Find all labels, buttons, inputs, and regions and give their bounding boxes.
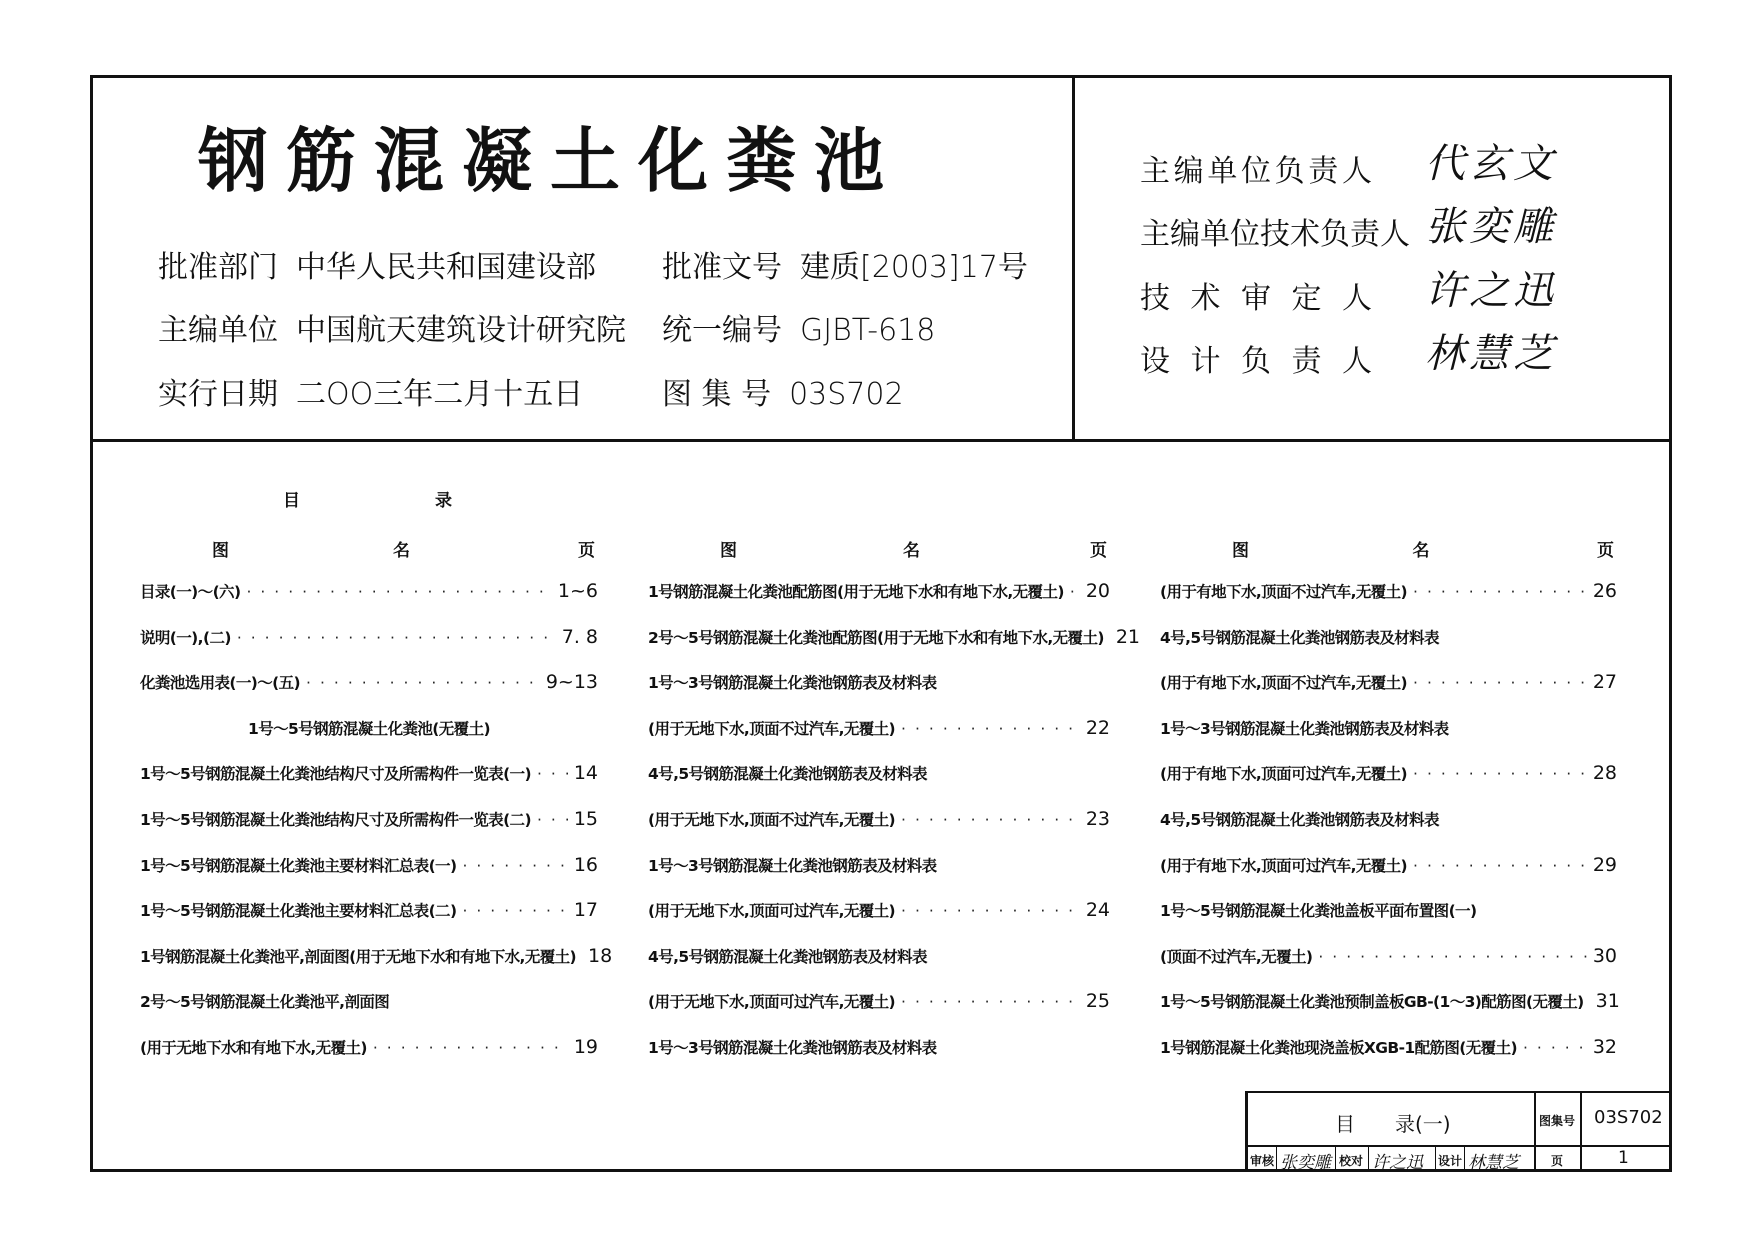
role-label-char: 人 (1341, 154, 1372, 189)
col-header-page: 页 (578, 541, 595, 561)
dot-leader (373, 1039, 568, 1057)
dot-leader (306, 674, 540, 692)
toc-entry[interactable] (140, 580, 598, 602)
entry-title: 4号,5号钢筋混凝土化粪池钢筋表及材料表 (648, 947, 927, 966)
toc-entry[interactable] (140, 944, 613, 967)
entry-title: 1号钢筋混凝土化粪池配筋图(用于无地下水和有地下水,无覆土) (648, 583, 1064, 601)
toc-entry[interactable] (1160, 626, 1617, 648)
info-row (662, 369, 904, 413)
section-text: 1号～5号钢筋混凝土化粪池(无覆土) (248, 719, 490, 738)
info-value: 二OO三年二月十五日 (296, 377, 584, 412)
signature: 张奕雕 (1425, 204, 1557, 250)
sheet-title: 目 录(一) (1335, 1112, 1451, 1136)
entry-title: 1号～5号钢筋混凝土化粪池预制盖板GB-(1～3)配筋图(无覆土) (1160, 993, 1584, 1012)
page-label: 页 (1551, 1154, 1564, 1168)
info-row (158, 305, 626, 349)
entry-title: (用于无地下水,顶面不过汽车,无覆土) (648, 719, 896, 738)
role-label-char: 责 (1291, 344, 1322, 379)
role-label-char: 负 (1241, 344, 1271, 379)
toc-entry[interactable] (1160, 762, 1617, 784)
info-value: 03S702 (789, 377, 904, 412)
info-row (662, 305, 935, 349)
toc-entry[interactable] (140, 854, 598, 876)
info-label: 实行日期 (158, 377, 278, 412)
role-label-char: 人 (1342, 344, 1372, 379)
entry-title: (用于无地下水,顶面不过汽车,无覆土) (648, 811, 896, 829)
dot-leader (1523, 1039, 1587, 1057)
role-label-char: 审 (1241, 281, 1271, 316)
entry-page: 7. 8 (561, 625, 598, 648)
info-value: 中华人民共和国建设部 (296, 250, 596, 285)
toc-entry[interactable] (1160, 945, 1617, 967)
check-signature: 许之迅 (1372, 1153, 1423, 1173)
dot-leader (537, 765, 568, 783)
toc-heading-1: 目 (283, 491, 300, 511)
entry-title: 1号钢筋混凝土化粪池平,剖面图(用于无地下水和有地下水,无覆土) (140, 947, 577, 966)
entry-page: 1~6 (557, 580, 598, 602)
entry-title: 1号～3号钢筋混凝土化粪池钢筋表及材料表 (648, 856, 937, 875)
toc-entry[interactable] (648, 762, 1110, 784)
role-label (1140, 336, 1372, 380)
entry-page: 26 (1592, 580, 1617, 602)
entry-page: 30 (1592, 944, 1617, 967)
dot-leader (1070, 583, 1080, 601)
col-header-figure: 图 (212, 541, 229, 561)
entry-title: 1号～5号钢筋混凝土化粪池盖板平面布置图(一) (1160, 902, 1477, 921)
dot-leader (1318, 948, 1586, 966)
design-signature: 林慧芝 (1468, 1153, 1519, 1173)
col-header-name: 名 (903, 541, 920, 561)
toc-entry[interactable] (648, 580, 1110, 602)
role-label-char: 责 (1308, 154, 1339, 189)
col-header-page: 页 (1090, 541, 1107, 561)
page-number: 1 (1618, 1148, 1629, 1168)
entry-title: (用于无地下水,顶面可过汽车,无覆土) (648, 993, 896, 1012)
dot-leader (462, 857, 567, 875)
entry-page: 28 (1592, 762, 1617, 785)
frame-left (90, 75, 93, 1172)
role-label-char: 设 (1140, 344, 1170, 379)
role-label-char: 定 (1291, 281, 1322, 316)
toc-entry[interactable] (648, 990, 1110, 1012)
entry-page: 25 (1085, 990, 1110, 1013)
info-label: 图 集 号 (662, 377, 772, 412)
entry-page: 18 (588, 944, 613, 967)
role-label (1140, 273, 1372, 317)
dot-leader (237, 629, 556, 647)
entry-page: 17 (573, 899, 598, 922)
role-label-char: 主 (1140, 154, 1170, 189)
entry-page: 31 (1595, 990, 1620, 1013)
role-label-char: 技 (1140, 281, 1170, 316)
dot-leader (1413, 583, 1587, 601)
entry-title: (用于无地下水和有地下水,无覆土) (140, 1039, 367, 1057)
review-signature: 张奕雕 (1280, 1153, 1331, 1173)
header-vertical-divider (1072, 75, 1075, 441)
info-row (158, 369, 583, 413)
entry-page: 16 (573, 853, 598, 876)
info-label: 批准部门 (158, 250, 278, 285)
signature: 代玄文 (1425, 141, 1557, 187)
entry-page: 20 (1085, 580, 1110, 602)
toc-entry[interactable] (648, 717, 1110, 739)
entry-title: 1号～3号钢筋混凝土化粪池钢筋表及材料表 (648, 1039, 937, 1057)
toc-entry[interactable] (648, 899, 1110, 921)
atlas-label: 图集号 (1539, 1114, 1576, 1128)
dot-leader (1413, 857, 1587, 875)
dot-leader (901, 811, 1080, 829)
signature: 林慧芝 (1425, 331, 1557, 377)
toc-entry[interactable] (1160, 899, 1617, 921)
entry-title: 1号～3号钢筋混凝土化粪池钢筋表及材料表 (1160, 719, 1449, 738)
col-header-name: 名 (1412, 541, 1430, 561)
atlas-number: 03S702 (1594, 1107, 1663, 1128)
entry-title: 2号～5号钢筋混凝土化粪池平,剖面图 (140, 993, 390, 1012)
role-label-char: 术 (1190, 281, 1221, 316)
entry-page: 19 (573, 1036, 598, 1058)
entry-title: 1号钢筋混凝土化粪池现浇盖板XGB-1配筋图(无覆土) (1160, 1039, 1517, 1057)
toc-entry[interactable] (1160, 717, 1617, 739)
toc-entry[interactable] (1160, 854, 1617, 876)
toc-entry[interactable] (1160, 990, 1620, 1013)
role-label-char: 人 (1342, 281, 1372, 316)
check-label: 校对 (1339, 1154, 1364, 1168)
entry-page: 32 (1592, 1036, 1617, 1058)
toc-entry[interactable] (1160, 808, 1617, 830)
entry-page: 29 (1592, 853, 1617, 876)
role-label (1140, 146, 1372, 190)
toc-entry[interactable] (140, 762, 598, 784)
entry-title: 1号～3号钢筋混凝土化粪池钢筋表及材料表 (648, 674, 937, 693)
col-header-figure: 图 (720, 541, 737, 561)
entry-page: 15 (573, 808, 598, 830)
entry-title: 4号,5号钢筋混凝土化粪池钢筋表及材料表 (1160, 811, 1439, 829)
entry-page: 24 (1085, 899, 1110, 922)
entry-title: (用于有地下水,顶面可过汽车,无覆土) (1160, 765, 1408, 784)
entry-title: 1号～5号钢筋混凝土化粪池主要材料汇总表(一) (140, 856, 457, 875)
info-label: 统一编号 (662, 313, 782, 348)
dot-leader (901, 720, 1080, 738)
role-label-char: 负 (1274, 154, 1305, 189)
toc-entry[interactable] (140, 808, 598, 830)
entry-title: 1号～5号钢筋混凝土化粪池结构尺寸及所需构件一览表(二) (140, 811, 531, 829)
dot-leader (901, 902, 1080, 920)
role-label-char: 主编单位技术负责人 (1140, 217, 1410, 252)
info-value: 中国航天建筑设计研究院 (296, 313, 626, 348)
toc-entry[interactable] (648, 1036, 1110, 1058)
col-header-name: 名 (393, 541, 410, 561)
entry-title: 化粪池选用表(一)～(五) (140, 674, 301, 693)
info-row (662, 242, 1028, 286)
dot-leader (246, 583, 551, 601)
dot-leader (901, 993, 1080, 1011)
toc-entry[interactable] (648, 945, 1110, 967)
dot-leader (462, 902, 567, 920)
toc-entry[interactable] (1160, 671, 1617, 693)
info-value: GJBT-618 (800, 313, 936, 348)
toc-heading-2: 录 (435, 491, 452, 511)
entry-title: (顶面不过汽车,无覆土) (1160, 947, 1313, 966)
toc-entry[interactable] (140, 990, 598, 1012)
role-label (1140, 209, 1410, 253)
toc-section-heading (140, 717, 598, 739)
entry-title: 4号,5号钢筋混凝土化粪池钢筋表及材料表 (648, 765, 927, 784)
col-header-figure: 图 (1232, 541, 1249, 561)
entry-title: (用于有地下水,顶面可过汽车,无覆土) (1160, 856, 1408, 875)
design-label: 设计 (1438, 1154, 1463, 1168)
entry-title: 说明(一),(二) (140, 628, 231, 647)
entry-page: 14 (573, 762, 598, 785)
role-label-char: 计 (1190, 344, 1221, 379)
toc-entry[interactable] (1160, 1036, 1617, 1058)
toc-entry[interactable] (1160, 580, 1617, 602)
entry-page: 21 (1115, 625, 1141, 648)
entry-page: 9~13 (545, 671, 598, 694)
entry-page: 22 (1085, 716, 1110, 739)
frame-right (1669, 75, 1672, 1172)
entry-title: (用于无地下水,顶面可过汽车,无覆土) (648, 902, 896, 921)
col-header-page: 页 (1597, 541, 1614, 561)
info-label: 批准文号 (662, 250, 782, 285)
entry-title: (用于有地下水,顶面不过汽车,无覆土) (1160, 674, 1408, 693)
toc-entry[interactable] (648, 671, 1110, 693)
toc-entry[interactable] (140, 671, 598, 693)
dot-leader (537, 811, 568, 829)
dot-leader (1413, 765, 1587, 783)
toc-entry[interactable] (140, 1036, 598, 1058)
header-divider (90, 439, 1672, 442)
entry-title: (用于有地下水,顶面不过汽车,无覆土) (1160, 583, 1408, 601)
dot-leader (1413, 674, 1587, 692)
toc-entry[interactable] (140, 899, 598, 921)
entry-title: 1号～5号钢筋混凝土化粪池主要材料汇总表(二) (140, 902, 457, 921)
document-title: 钢筋混凝土化粪池 (198, 119, 902, 202)
info-value: 建质[2003]17号 (800, 250, 1028, 285)
entry-title: 2号～5号钢筋混凝土化粪池配筋图(用于无地下水和有地下水,无覆土) (648, 628, 1104, 647)
info-label: 主编单位 (158, 313, 278, 348)
toc-entry[interactable] (140, 626, 598, 648)
entry-title: 1号～5号钢筋混凝土化粪池结构尺寸及所需构件一览表(一) (140, 765, 531, 784)
role-label-char: 编 (1173, 154, 1204, 189)
toc-entry[interactable] (648, 808, 1110, 830)
toc-entry[interactable] (648, 854, 1110, 876)
entry-page: 27 (1592, 671, 1617, 694)
signature: 许之迅 (1425, 268, 1557, 314)
entry-page: 23 (1085, 808, 1110, 830)
entry-title: 4号,5号钢筋混凝土化粪池钢筋表及材料表 (1160, 628, 1439, 647)
role-label-char: 位 (1240, 154, 1271, 189)
review-label: 审核 (1250, 1154, 1275, 1168)
info-row (158, 242, 596, 286)
entry-title: 目录(一)～(六) (140, 583, 241, 601)
role-label-char: 单 (1207, 154, 1238, 189)
frame-top (90, 75, 1672, 78)
toc-entry[interactable] (648, 625, 1141, 648)
